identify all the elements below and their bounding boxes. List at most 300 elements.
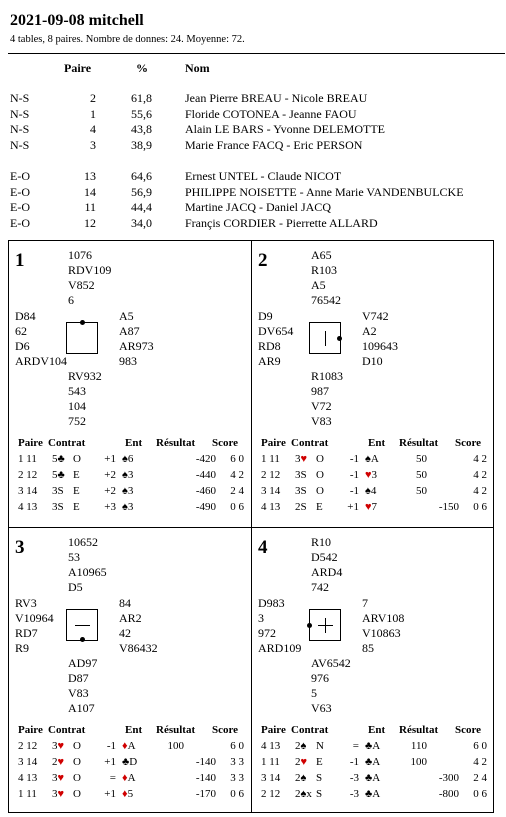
hand-north-suit-line: RDV109 — [68, 263, 112, 277]
contract-level: 3 — [52, 740, 58, 752]
result-row — [251, 772, 494, 788]
hand-south-suit-line: 104 — [68, 399, 86, 413]
result-lead — [365, 501, 377, 513]
result-declarer: E — [316, 501, 323, 513]
ranking-dir: N-S — [10, 122, 30, 136]
ranking-pair: 4 — [90, 122, 96, 136]
results-header-contrat: Contrat — [48, 724, 86, 736]
lead-suit-icon: ♦ — [122, 788, 128, 800]
result-ns-score: 50 — [416, 453, 427, 465]
hand-west-suit-line: V10964 — [15, 611, 54, 625]
hand-north-suit-line: 10652 — [68, 535, 98, 549]
result-declarer: O — [73, 756, 81, 768]
ranking-pair: 1 — [90, 106, 96, 121]
result-contract — [52, 469, 65, 481]
hand-east-suit-line: A5 — [119, 309, 134, 323]
result-lead — [365, 485, 376, 497]
result-lead — [122, 756, 137, 768]
ranking-header-pct: % — [136, 61, 148, 75]
hand-west-suit-line: RD7 — [15, 626, 38, 640]
results-header-score: Score — [455, 724, 482, 736]
ranking-header-paire: Paire — [64, 61, 92, 75]
hand-north-suit-line: A65 — [311, 248, 332, 262]
result-tricks: +1 — [347, 501, 359, 513]
result-tricks: -3 — [349, 772, 359, 784]
results-header-paire: Paire — [18, 437, 43, 449]
result-row — [251, 756, 494, 772]
result-declarer: N — [316, 740, 324, 752]
lead-card: A — [372, 788, 381, 800]
result-row — [251, 453, 494, 469]
result-lead — [122, 453, 133, 465]
hand-south-suit-line: 752 — [68, 414, 86, 428]
lead-card: 3 — [127, 501, 134, 513]
results-header-paire: Paire — [261, 724, 286, 736]
result-pairs: 4 13 — [261, 740, 281, 752]
lead-card: 7 — [371, 501, 378, 513]
result-ew-score: -300 — [438, 772, 459, 784]
hand-west-suit-line: 62 — [15, 324, 27, 338]
contract-level: 3S — [295, 469, 307, 481]
results-header-score: Score — [455, 437, 482, 449]
hand-east — [119, 596, 158, 656]
hand-south — [311, 656, 351, 716]
hand-west-suit-line: AR9 — [258, 354, 281, 368]
ranking-names: Jean Pierre BREAU - Nicole BREAU — [185, 91, 368, 105]
result-row — [8, 756, 251, 772]
result-ns-score: 100 — [167, 740, 184, 752]
hand-east-suit-line: AR2 — [119, 611, 142, 625]
hand-south-suit-line: D87 — [68, 671, 89, 685]
result-pairs: 4 13 — [261, 501, 281, 513]
lead-card: A — [372, 772, 381, 784]
deal-board-2 — [251, 240, 494, 527]
lead-suit-icon: ♣ — [365, 788, 373, 800]
result-ew-score: -440 — [195, 469, 216, 481]
hand-north-suit-line: 742 — [311, 580, 329, 594]
hand-west-suit-line: D983 — [258, 596, 285, 610]
result-contract — [52, 788, 64, 800]
lead-suit-icon: ♠ — [122, 469, 128, 481]
contract-suit-icon: ♠ — [300, 740, 307, 752]
contract-level: 5 — [52, 453, 58, 465]
result-pairs: 3 14 — [261, 485, 281, 497]
result-contract — [295, 469, 307, 481]
results-header-row — [251, 724, 494, 740]
result-matchpoints: 0 6 — [230, 501, 244, 513]
result-matchpoints: 4 2 — [473, 485, 487, 497]
lead-suit-icon: ♠ — [122, 485, 128, 497]
ranking-dir: E-O — [10, 169, 30, 183]
ranking-names: PHILIPPE NOISETTE - Anne Marie VANDENBULCKE — [185, 184, 464, 199]
ranking-pair: 2 — [90, 91, 96, 105]
result-contract — [295, 756, 307, 768]
result-matchpoints: 4 2 — [473, 756, 487, 768]
result-ns-score: 50 — [416, 469, 427, 481]
result-tricks: +2 — [104, 485, 116, 497]
vulnerability-bar — [75, 625, 90, 626]
ranking-pct: 56,9 — [131, 184, 152, 199]
ranking-dir: N-S — [10, 106, 30, 121]
deal-board-1 — [8, 240, 251, 527]
results-header-score: Score — [212, 437, 239, 449]
result-declarer: O — [316, 453, 324, 465]
results-header-row — [8, 437, 251, 453]
vulnerability-bar — [318, 625, 333, 626]
result-pairs: 1 11 — [18, 788, 37, 800]
hand-west-suit-line: R9 — [15, 641, 30, 655]
hand-east — [362, 596, 404, 656]
result-matchpoints: 3 3 — [230, 772, 244, 784]
hand-east-suit-line: 109643 — [362, 339, 398, 353]
results-table — [8, 437, 251, 517]
contract-level: 3S — [52, 485, 64, 497]
contract-suit-icon: ♣ — [57, 469, 65, 481]
lead-card: 3 — [371, 469, 378, 481]
result-tricks: +1 — [104, 453, 116, 465]
hand-west-suit-line: 972 — [258, 626, 276, 640]
result-declarer: O — [73, 740, 81, 752]
result-row — [8, 453, 251, 469]
result-contract — [295, 788, 312, 800]
result-contract — [52, 501, 64, 513]
result-tricks: +3 — [104, 501, 116, 513]
result-pairs: 1 11 — [261, 756, 280, 768]
result-lead — [365, 772, 380, 784]
ranking-pair: 11 — [84, 200, 96, 214]
result-declarer: E — [316, 756, 323, 768]
result-row — [251, 788, 494, 804]
hand-north-suit-line: A10965 — [68, 565, 107, 579]
result-declarer: O — [316, 485, 324, 497]
result-lead — [365, 788, 380, 800]
result-pairs: 4 13 — [18, 501, 38, 513]
result-pairs: 2 12 — [261, 469, 281, 481]
result-matchpoints: 4 2 — [473, 453, 487, 465]
result-declarer: S — [316, 788, 323, 800]
result-pairs: 4 13 — [18, 772, 38, 784]
lead-card: D — [129, 756, 138, 768]
ranking-pct: 43,8 — [131, 122, 152, 136]
ranking-dir: E-O — [10, 215, 30, 230]
lead-card: A — [127, 772, 136, 784]
hand-north-suit-line: 53 — [68, 550, 80, 564]
contract-suit-icon: ♣ — [57, 453, 65, 465]
page-title: 2021-09-08 mitchell — [10, 12, 144, 29]
hand-south-suit-line: A107 — [68, 701, 95, 715]
ranking-dir: N-S — [10, 91, 30, 105]
result-tricks: +1 — [104, 756, 116, 768]
contract-suit-icon: ♥ — [57, 788, 65, 800]
results-header-resultat: Résultat — [156, 437, 196, 449]
contract-suit-icon: ♥ — [300, 453, 308, 465]
dealer-north-icon — [66, 322, 98, 354]
result-pairs: 2 12 — [261, 788, 281, 800]
result-pairs: 3 14 — [18, 485, 38, 497]
contract-level: 3 — [52, 788, 58, 800]
results-header-row — [8, 724, 251, 740]
hand-east-suit-line: V10863 — [362, 626, 401, 640]
lead-suit-icon: ♠ — [365, 453, 371, 465]
contract-level: 2 — [295, 788, 301, 800]
hand-west-suit-line: D9 — [258, 309, 273, 323]
result-tricks: +2 — [104, 469, 116, 481]
ranking-pct: 61,8 — [131, 91, 152, 105]
result-pairs: 3 14 — [261, 772, 281, 784]
hand-east-suit-line: 85 — [362, 641, 374, 655]
ranking-names: Floride COTONEA - Jeanne FAOU — [185, 106, 357, 121]
result-row — [251, 485, 494, 501]
vulnerability-bar — [325, 331, 326, 346]
hand-east — [362, 309, 398, 369]
result-contract — [295, 740, 306, 752]
contract-level: 3S — [52, 501, 64, 513]
results-header-resultat: Résultat — [156, 724, 196, 736]
hand-east-suit-line: A2 — [362, 324, 377, 338]
hand-north-suit-line: D542 — [311, 550, 338, 564]
hand-south-suit-line: 987 — [311, 384, 329, 398]
hand-north — [68, 248, 111, 308]
ranking-dir: E-O — [10, 184, 30, 199]
hand-north-suit-line: ARD4 — [311, 565, 343, 579]
hand-north-suit-line: R103 — [311, 263, 338, 277]
results-header-paire: Paire — [261, 437, 286, 449]
result-pairs: 2 12 — [18, 469, 38, 481]
board-number: 4 — [258, 537, 268, 558]
hand-east-suit-line: 84 — [119, 596, 131, 610]
hand-south — [68, 369, 102, 429]
result-matchpoints: 0 6 — [473, 501, 487, 513]
lead-card: A — [372, 756, 381, 768]
contract-level: 3 — [295, 453, 301, 465]
result-tricks: -1 — [106, 740, 116, 752]
hand-east-suit-line: 42 — [119, 626, 131, 640]
contract-level: 3 — [52, 772, 58, 784]
contract-level: 2 — [52, 756, 58, 768]
result-contract — [295, 453, 307, 465]
dealer-dot — [337, 336, 342, 341]
dealer-east-icon — [309, 322, 341, 354]
lead-suit-icon: ♣ — [365, 756, 373, 768]
result-declarer: O — [73, 453, 81, 465]
ranking-names: Françis CORDIER - Pierrette ALLARD — [185, 215, 378, 230]
ranking-names: Alain LE BARS - Yvonne DELEMOTTE — [185, 122, 385, 136]
results-header-ent: Ent — [125, 437, 143, 449]
result-contract — [295, 485, 307, 497]
result-ew-score: -460 — [195, 485, 216, 497]
hand-west-suit-line: RD8 — [258, 339, 281, 353]
dealer-dot — [307, 623, 312, 628]
result-matchpoints: 3 3 — [230, 756, 244, 768]
result-row — [8, 788, 251, 804]
hand-west — [258, 596, 301, 656]
result-lead — [122, 501, 133, 513]
result-lead — [122, 485, 133, 497]
result-matchpoints: 6 0 — [473, 740, 487, 752]
ranking-names: Martine JACQ - Daniel JACQ — [185, 200, 331, 214]
result-lead — [365, 756, 380, 768]
header-divider — [8, 53, 505, 54]
result-matchpoints: 0 6 — [230, 788, 244, 800]
result-lead — [365, 740, 380, 752]
results-header-resultat: Résultat — [399, 724, 439, 736]
result-declarer: E — [73, 485, 80, 497]
ranking-dir: E-O — [10, 200, 30, 214]
results-table — [251, 724, 494, 804]
results-header-row — [251, 437, 494, 453]
result-matchpoints: 6 0 — [230, 740, 244, 752]
result-ew-score: -170 — [195, 788, 216, 800]
result-ns-score: 100 — [410, 756, 427, 768]
ranking-header-nom: Nom — [185, 61, 210, 75]
lead-card: 3 — [127, 469, 134, 481]
result-declarer: E — [73, 469, 80, 481]
dealer-dot — [80, 320, 85, 325]
result-tricks: -1 — [349, 485, 359, 497]
board-number: 2 — [258, 250, 268, 271]
contract-suit-icon: ♠ — [300, 772, 307, 784]
result-tricks: -1 — [349, 453, 359, 465]
hand-east — [119, 309, 154, 369]
result-ew-score: -140 — [195, 772, 216, 784]
result-lead — [122, 740, 136, 752]
result-row — [8, 772, 251, 788]
contract-level: 2S — [295, 501, 307, 513]
hand-east-suit-line: ARV108 — [362, 611, 405, 625]
lead-suit-icon: ♦ — [122, 740, 128, 752]
lead-suit-icon: ♠ — [365, 485, 371, 497]
result-ew-score: -490 — [195, 501, 216, 513]
result-matchpoints: 0 6 — [473, 788, 487, 800]
board-number: 3 — [15, 537, 25, 558]
hand-north-suit-line: A5 — [311, 278, 326, 292]
result-declarer: O — [316, 469, 324, 481]
ranking-names: Marie France FACQ - Eric PERSON — [185, 137, 363, 152]
result-tricks: -1 — [349, 469, 359, 481]
ranking-pct: 64,6 — [131, 169, 152, 183]
result-contract — [295, 772, 306, 784]
result-tricks: -1 — [349, 756, 359, 768]
contract-suit-icon: ♠x — [300, 788, 312, 800]
hand-south-suit-line: 5 — [311, 686, 317, 700]
hand-west — [258, 309, 293, 369]
result-row — [251, 501, 494, 517]
result-matchpoints: 4 2 — [473, 469, 487, 481]
results-table — [8, 724, 251, 804]
contract-level: 2 — [295, 772, 301, 784]
hand-north-suit-line: 76542 — [311, 293, 341, 307]
hand-west-suit-line: ARD109 — [258, 641, 302, 655]
result-lead — [122, 788, 133, 800]
result-row — [251, 740, 494, 756]
result-declarer: O — [73, 788, 81, 800]
result-pairs: 1 11 — [18, 453, 37, 465]
contract-suit-icon: ♥ — [57, 756, 65, 768]
result-ew-score: -150 — [438, 501, 459, 513]
results-table — [251, 437, 494, 517]
hand-north — [311, 535, 342, 595]
contract-level: 5 — [52, 469, 58, 481]
ranking-names: Ernest UNTEL - Claude NICOT — [185, 169, 342, 183]
hand-north-suit-line: V852 — [68, 278, 95, 292]
results-header-score: Score — [212, 724, 239, 736]
lead-card: 5 — [127, 788, 134, 800]
lead-card: A — [127, 740, 136, 752]
result-lead — [365, 469, 377, 481]
hand-north — [68, 535, 107, 595]
results-header-ent: Ent — [125, 724, 143, 736]
result-matchpoints: 6 0 — [230, 453, 244, 465]
result-ew-score: -420 — [195, 453, 216, 465]
board-number: 1 — [15, 250, 25, 271]
lead-suit-icon: ♠ — [122, 453, 128, 465]
ranking-pair: 12 — [84, 215, 96, 230]
hand-west-suit-line: ARDV104 — [15, 354, 68, 368]
result-pairs: 1 11 — [261, 453, 280, 465]
contract-level: 3S — [295, 485, 307, 497]
deal-board-3 — [8, 527, 251, 814]
result-pairs: 2 12 — [18, 740, 38, 752]
page-subtitle: 4 tables, 8 paires. Nombre de donnes: 24. Moyenne: 72. — [10, 34, 245, 45]
result-ns-score: 50 — [416, 485, 427, 497]
results-header-contrat: Contrat — [48, 437, 86, 449]
hand-west-suit-line: D84 — [15, 309, 36, 323]
hand-north-suit-line: 6 — [68, 293, 74, 307]
result-ew-score: -800 — [438, 788, 459, 800]
lead-suit-icon: ♣ — [122, 756, 130, 768]
ranking-pct: 55,6 — [131, 106, 152, 121]
lead-suit-icon: ♠ — [122, 501, 128, 513]
hand-south-suit-line: V83 — [68, 686, 89, 700]
result-ns-score: 110 — [410, 740, 427, 752]
hand-south-suit-line: V63 — [311, 701, 332, 715]
results-header-contrat: Contrat — [291, 437, 329, 449]
hand-east-suit-line: AR973 — [119, 339, 154, 353]
hand-west-suit-line: 3 — [258, 611, 264, 625]
hand-south-suit-line: V72 — [311, 399, 332, 413]
ranking-dir: N-S — [10, 137, 30, 152]
hand-west-suit-line: RV3 — [15, 596, 37, 610]
result-declarer: E — [73, 501, 80, 513]
deal-board-4 — [251, 527, 494, 814]
hand-west — [15, 309, 67, 369]
result-row — [8, 485, 251, 501]
hand-south-suit-line: R1083 — [311, 369, 344, 383]
lead-suit-icon: ♣ — [365, 772, 373, 784]
result-tricks: +1 — [104, 788, 116, 800]
dealer-west-icon — [309, 609, 341, 641]
ranking-pct: 44,4 — [131, 200, 152, 214]
lead-card: 3 — [127, 485, 134, 497]
contract-level: 2 — [295, 756, 301, 768]
contract-suit-icon: ♥ — [300, 756, 308, 768]
hand-east-suit-line: 983 — [119, 354, 137, 368]
dealer-dot — [80, 637, 85, 642]
hand-south-suit-line: AV6542 — [311, 656, 351, 670]
hand-east-suit-line: 7 — [362, 596, 368, 610]
result-declarer: O — [73, 772, 81, 784]
result-lead — [122, 772, 136, 784]
ranking-pct: 38,9 — [131, 137, 152, 152]
hand-west-suit-line: DV654 — [258, 324, 294, 338]
hand-west-suit-line: D6 — [15, 339, 30, 353]
result-tricks: = — [352, 740, 359, 752]
result-row — [251, 469, 494, 485]
results-header-contrat: Contrat — [291, 724, 329, 736]
result-contract — [52, 772, 64, 784]
results-header-ent: Ent — [368, 724, 386, 736]
result-tricks: = — [109, 772, 116, 784]
